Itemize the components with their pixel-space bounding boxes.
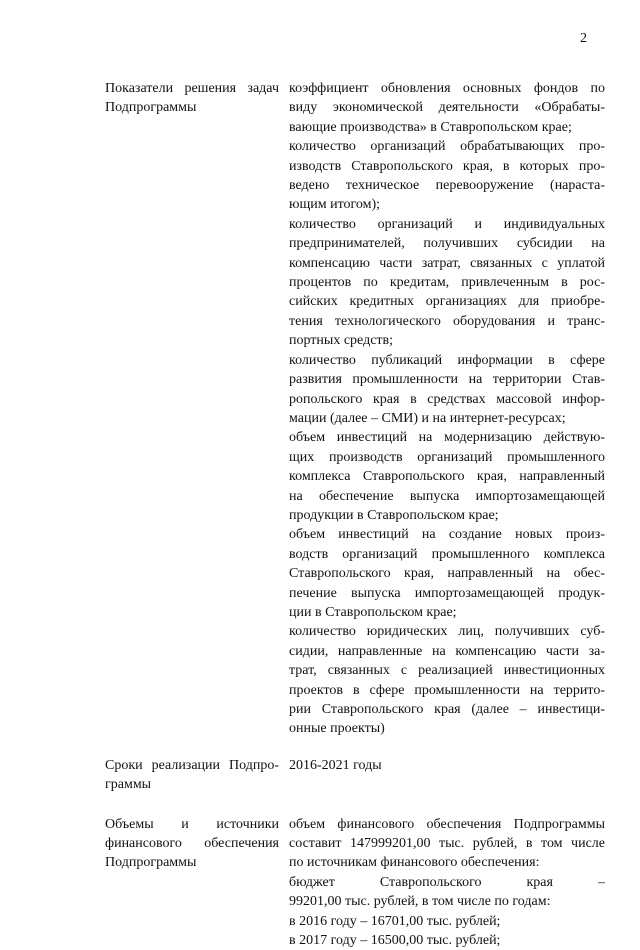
- text-line: продукции в Ставропольском крае;: [289, 507, 499, 523]
- paragraph: [289, 215, 605, 351]
- paragraph: [289, 912, 605, 931]
- text-line: объем инвестиций на модернизацию действую-: [289, 430, 605, 446]
- text-line: количество организаций обрабатывающих про-: [289, 139, 605, 155]
- paragraph: [289, 137, 605, 215]
- text-line: тения технологического оборудования и транс-: [289, 313, 605, 329]
- label-line: Объемы и источники: [105, 816, 279, 832]
- text-line: рии Ставропольского края (далее – инвестици-: [289, 702, 605, 717]
- label-line: Показатели решения задач: [105, 81, 279, 96]
- row-value: [289, 79, 605, 739]
- paragraph: [289, 351, 605, 429]
- table-row-funding: [105, 815, 605, 950]
- text-line: коэффициент обновления основных фондов по: [289, 81, 605, 96]
- text-line: комплекса Ставропольского края, направленный: [289, 469, 605, 485]
- text-line: изводств Ставропольского края, в которых про-: [289, 158, 605, 174]
- passport-table: [105, 79, 605, 950]
- text-line: онные проекты): [289, 721, 385, 737]
- label-line: граммы: [105, 777, 152, 793]
- text-line: бюджет Ставропольского края –: [289, 874, 605, 890]
- text-line: развития промышленности на территории Став-: [289, 372, 605, 388]
- text-line: 99201,00 тыс. рублей, в том числе по годам:: [289, 894, 551, 910]
- page-number: 2: [580, 31, 587, 46]
- text-line: щих производств организаций промышленного: [289, 449, 605, 465]
- paragraph: [289, 815, 605, 873]
- text-line: ведено техническое перевооружение (нараста-: [289, 178, 605, 194]
- text-line: в 2017 году – 16500,00 тыс. рублей;: [289, 933, 501, 949]
- text-line: мации (далее – СМИ) и на интернет-ресурсах;: [289, 410, 566, 426]
- table-row-task-indicators: [105, 79, 605, 739]
- text-line: в 2016 году – 16701,00 тыс. рублей;: [289, 913, 501, 929]
- paragraph: [289, 428, 605, 525]
- text-line: предпринимателей, получивших субсидии на: [289, 236, 605, 252]
- paragraph: [289, 79, 605, 137]
- text-line: ропольского края в средствах массовой инфор-: [289, 391, 605, 407]
- text-line: виду экономической деятельности «Обрабаты-: [289, 100, 605, 116]
- label-line: Подпрограммы: [105, 855, 197, 871]
- row-value: [289, 756, 605, 795]
- row-value: [289, 815, 605, 950]
- text-line: сидии, направленные на компенсацию части за-: [289, 643, 605, 659]
- text-line: водств организаций промышленного комплекса: [289, 546, 605, 562]
- paragraph: [289, 873, 605, 912]
- text-line: ющим итогом);: [289, 197, 381, 213]
- text-line: ции в Ставропольском крае;: [289, 604, 457, 620]
- paragraph: [289, 525, 605, 622]
- text-line: проектов в сфере промышленности на террито-: [289, 682, 605, 698]
- text-line: портных средств;: [289, 333, 394, 349]
- text-line: процентов по кредитам, привлеченным в рос-: [289, 275, 605, 291]
- text-line: вающие производства» в Ставропольском крае;: [289, 119, 572, 135]
- text-line: составит 147999201,00 тыс. рублей, в том числе: [289, 836, 605, 852]
- text-line: количество организаций и индивидуальных: [289, 216, 605, 232]
- label-line: Сроки реализации Подпро-: [105, 757, 279, 773]
- text-line: печение выпуска импортозамещающей продук-: [289, 585, 605, 601]
- paragraph: [289, 622, 605, 738]
- row-label: [105, 815, 281, 950]
- paragraph: [289, 756, 605, 775]
- text-line: объем финансового обеспечения Подпрограммы: [289, 816, 605, 832]
- text-line: по источникам финансового обеспечения:: [289, 855, 540, 871]
- text-line: на обеспечение выпуска импортозамещающей: [289, 488, 605, 504]
- text-line: сийских кредитных организациях для приобре-: [289, 294, 605, 310]
- text-line: Ставропольского края, направленный на обес-: [289, 566, 605, 582]
- text-line: количество публикаций информации в сфере: [289, 352, 605, 368]
- text-line: объем инвестиций на создание новых произ-: [289, 527, 605, 543]
- text-line: количество юридических лиц, получивших суб-: [289, 624, 605, 640]
- label-line: финансового обеспечения: [105, 836, 279, 852]
- row-label: [105, 756, 281, 795]
- label-line: Подпрограммы: [105, 100, 197, 116]
- text-line: компенсацию части затрат, связанных с уплатой: [289, 255, 605, 271]
- text-line: 2016-2021 годы: [289, 757, 382, 773]
- text-line: трат, связанных с реализацией инвестиционных: [289, 663, 605, 679]
- table-row-implementation-period: [105, 756, 600, 795]
- row-label: [105, 79, 281, 739]
- paragraph: [289, 931, 605, 950]
